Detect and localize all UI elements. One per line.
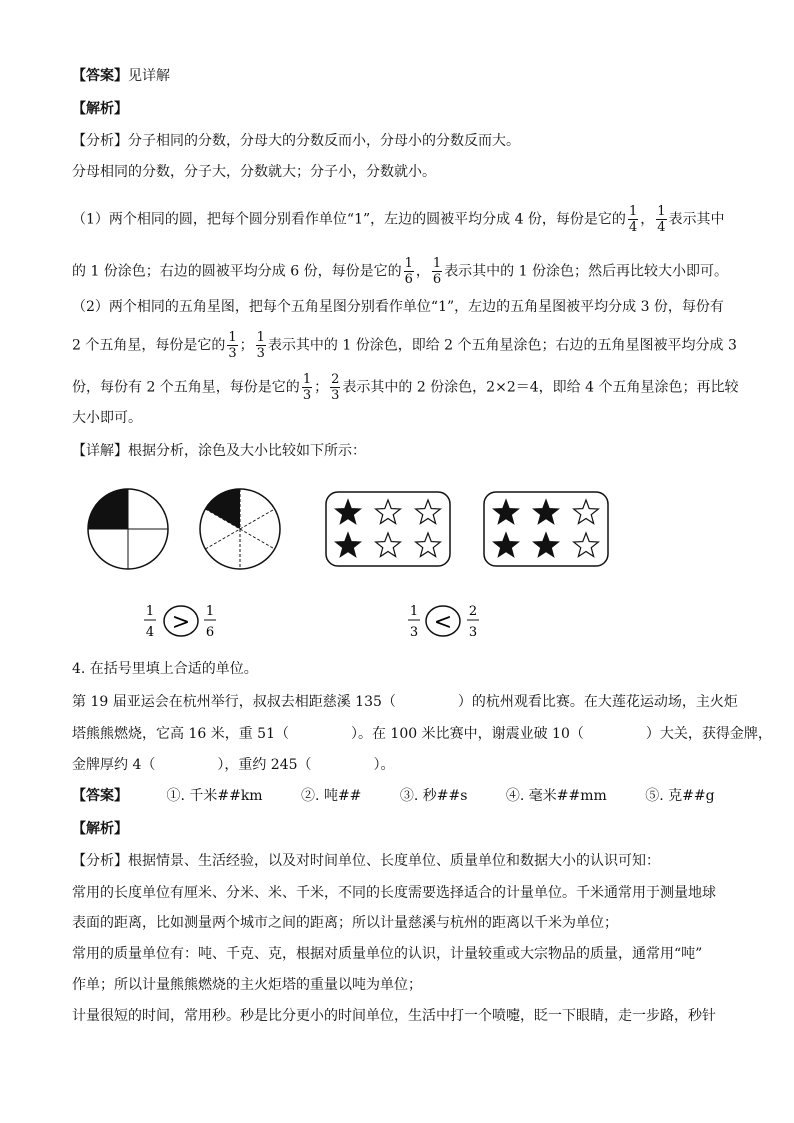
q4-text: 第 19 届亚运会在杭州举行，叔叔去相距慈溪 135（ [72, 694, 396, 710]
fraction-1-3 [302, 372, 312, 403]
frac-num: 2 [331, 372, 340, 387]
frac-num: 1 [404, 256, 413, 271]
time-line1: 计量很短的时间，常用秒。秒是比分更小的时间单位，生活中打一个喷嚏，眨一下眼睛，走一步路，秒针 [72, 1008, 716, 1024]
q4-analysis-label: 【解析】 [72, 821, 128, 837]
q4-line1 [72, 692, 738, 712]
star-outline-icon [416, 533, 441, 557]
rule-line: 分母相同的分数，分子大，分数就大；分子小，分数就小。 [72, 164, 436, 180]
q4-fenxi-text: 根据情景、生活经验，以及对时间单位、长度单位、质量单位和数据大小的认识可知： [128, 853, 660, 869]
answer-option-1: ①. 千米##km [166, 788, 263, 804]
answer-option-4: ④. 毫米##mm [505, 788, 607, 804]
fraction-1-3 [256, 330, 266, 361]
c1-left-num: 1 [145, 604, 155, 619]
shaded-sixth [205, 489, 240, 529]
q4-fenxi-tag: 【分析】 [72, 853, 128, 869]
star-filled-icon [494, 533, 519, 557]
q4-analysis-tag [72, 819, 128, 839]
c2-right-num: 2 [468, 604, 478, 619]
option-num: ③ [399, 788, 414, 804]
star-filled-icon [534, 533, 559, 557]
circle-sixths [200, 489, 280, 569]
fraction-1-6 [404, 256, 414, 287]
frac-num: 1 [628, 204, 638, 219]
q4-line2 [72, 724, 772, 744]
option-num: ⑤ [645, 788, 660, 804]
c2-right-den: 3 [468, 625, 478, 640]
comparison-1 [144, 604, 216, 640]
para1-line2 [72, 256, 728, 287]
answer-option-5: ⑤. 克##g [645, 788, 715, 804]
q4-title: 4. 在括号里填上合适的单位。 [72, 661, 258, 677]
star-outline-icon [574, 533, 599, 557]
fenxi-line [72, 131, 520, 151]
q4-text: ）大关，获得金牌， [645, 726, 772, 742]
star-outline-icon [416, 500, 441, 524]
para2-text-d: 表示其中的 1 份涂色，即给 2 个五角星涂色；右边的五角星图被平均分成 3 [267, 337, 737, 354]
frac-num: 1 [228, 330, 237, 345]
q4-text: ）。在 100 米比赛中，谢震业破 10（ [350, 726, 584, 742]
star-outline-icon [376, 533, 401, 557]
para1-text-e: ， [415, 263, 430, 280]
detail-tag: 【详解】 [72, 443, 128, 459]
q4-fenxi-line [72, 851, 660, 871]
frac-den: 6 [432, 272, 442, 287]
stars-right [494, 500, 599, 557]
answer-tag: 【答案】 [72, 68, 128, 84]
c1-symbol: > [171, 610, 191, 635]
para2-text-b: 2 个五角星，每份是它的 [72, 337, 226, 354]
mass-line1: 常用的质量单位有：吨、千克、克，根据对质量单位的认识，计量较重或大宗物品的质量，通常用“吨” [72, 946, 703, 962]
option-num: ④ [505, 788, 520, 804]
fenxi-text: 分子相同的分数，分母大的分数反而小，分母小的分数反而大。 [128, 133, 520, 149]
q4-line3 [72, 755, 395, 775]
analysis-tag [72, 99, 128, 119]
frac-num: 1 [432, 256, 442, 271]
c1-right-den: 6 [205, 625, 215, 640]
option-num: ① [166, 788, 181, 804]
para2-line2 [72, 330, 737, 361]
comparison-2 [408, 604, 479, 640]
para1-text-b: ， [640, 211, 655, 228]
star-filled-icon [494, 500, 519, 524]
c2-left-num: 1 [409, 604, 419, 619]
para2-text-g: 表示其中的 2 份涂色，2×2＝4，即给 4 个五角星涂色；再比较 [342, 379, 739, 396]
stars-left [336, 500, 441, 557]
c1-left-den: 4 [145, 625, 155, 640]
option-text: 秒##s [422, 788, 468, 804]
mass-line2: 作单；所以计量熊熊燃烧的主火炬塔的重量以吨为单位； [72, 977, 422, 993]
frac-den: 3 [256, 346, 265, 361]
c1-right-num: 1 [205, 604, 215, 619]
q4-text: 塔熊熊燃烧，它高 16 米，重 51（ [72, 726, 289, 742]
q4-text: ）的杭州观看比赛。在大莲花运动场，主火炬 [457, 694, 738, 710]
answer-text: 见详解 [128, 68, 170, 84]
q4-answer-line [72, 786, 715, 806]
circle-quarters [88, 489, 168, 569]
answer-option-2: ②. 吨## [301, 788, 362, 804]
frac-den: 6 [404, 272, 413, 287]
answer-line [72, 66, 170, 86]
detail-line [72, 441, 366, 461]
para2-line3 [72, 372, 738, 403]
option-text: 克##g [668, 788, 715, 804]
star-filled-icon [336, 533, 361, 557]
q4-text: ）。 [373, 757, 395, 773]
option-num: ② [301, 788, 316, 804]
fraction-1-4 [628, 204, 638, 235]
para2-text-f: ； [314, 379, 329, 396]
para1-line1 [72, 204, 725, 235]
frac-den: 3 [302, 388, 312, 403]
frac-den: 3 [228, 346, 237, 361]
para2-line1: （2）两个相同的五角星图，把每个五角星图分别看作单位“1”，左边的五角星图被平均分成 3 份，每份有 [72, 299, 724, 315]
frac-num: 1 [302, 372, 312, 387]
frac-num: 1 [657, 204, 666, 219]
para1-text-d: 的 1 份涂色；右边的圆被平均分成 6 份，每份是它的 [72, 263, 402, 280]
para1-text-a: （1）两个相同的圆，把每个圆分别看作单位“1”，左边的圆被平均分成 4 份，每份是它的 [72, 211, 626, 228]
para2-text-e: 份，每份有 2 个五角星，每份是它的 [72, 379, 300, 396]
analysis-label: 【解析】 [72, 101, 128, 117]
para1-text-c: 表示其中 [668, 211, 725, 228]
c2-symbol: < [433, 610, 453, 635]
length-line1: 常用的长度单位有厘米、分米、米、千米，不同的长度需要选择适合的计量单位。千米通常用于测量地球 [72, 885, 716, 901]
detail-text: 根据分析，涂色及大小比较如下所示： [128, 443, 366, 459]
fraction-1-6 [432, 256, 442, 287]
c2-left-den: 3 [409, 625, 419, 640]
frac-den: 4 [628, 220, 638, 235]
answer-option-3: ③. 秒##s [399, 788, 468, 804]
para1-text-f: 表示其中的 1 份涂色；然后再比较大小即可。 [444, 263, 728, 280]
option-text: 毫米##mm [528, 788, 607, 804]
fraction-1-4 [656, 204, 666, 235]
q4-text: ），重约 245（ [217, 757, 312, 773]
star-filled-icon [336, 500, 361, 524]
q4-answer-tag: 【答案】 [72, 788, 128, 804]
fraction-2-3 [330, 372, 340, 403]
frac-den: 3 [331, 388, 340, 403]
q4-text: 金牌厚约 4（ [72, 757, 156, 773]
star-filled-icon [534, 500, 559, 524]
option-text: 千米##km [189, 788, 263, 804]
length-line2: 表面的距离，比如测量两个城市之间的距离；所以计量慈溪与杭州的距离以千米为单位； [72, 915, 618, 931]
star-outline-icon [376, 500, 401, 524]
frac-num: 1 [256, 330, 265, 345]
para2-text-c: ； [239, 337, 254, 354]
star-outline-icon [574, 500, 599, 524]
option-text: 吨## [323, 788, 362, 804]
fenxi-tag: 【分析】 [72, 133, 128, 149]
frac-den: 4 [657, 220, 666, 235]
fraction-1-3 [227, 330, 237, 361]
fraction-figures [0, 480, 794, 650]
para2-line4: 大小即可。 [72, 410, 142, 426]
